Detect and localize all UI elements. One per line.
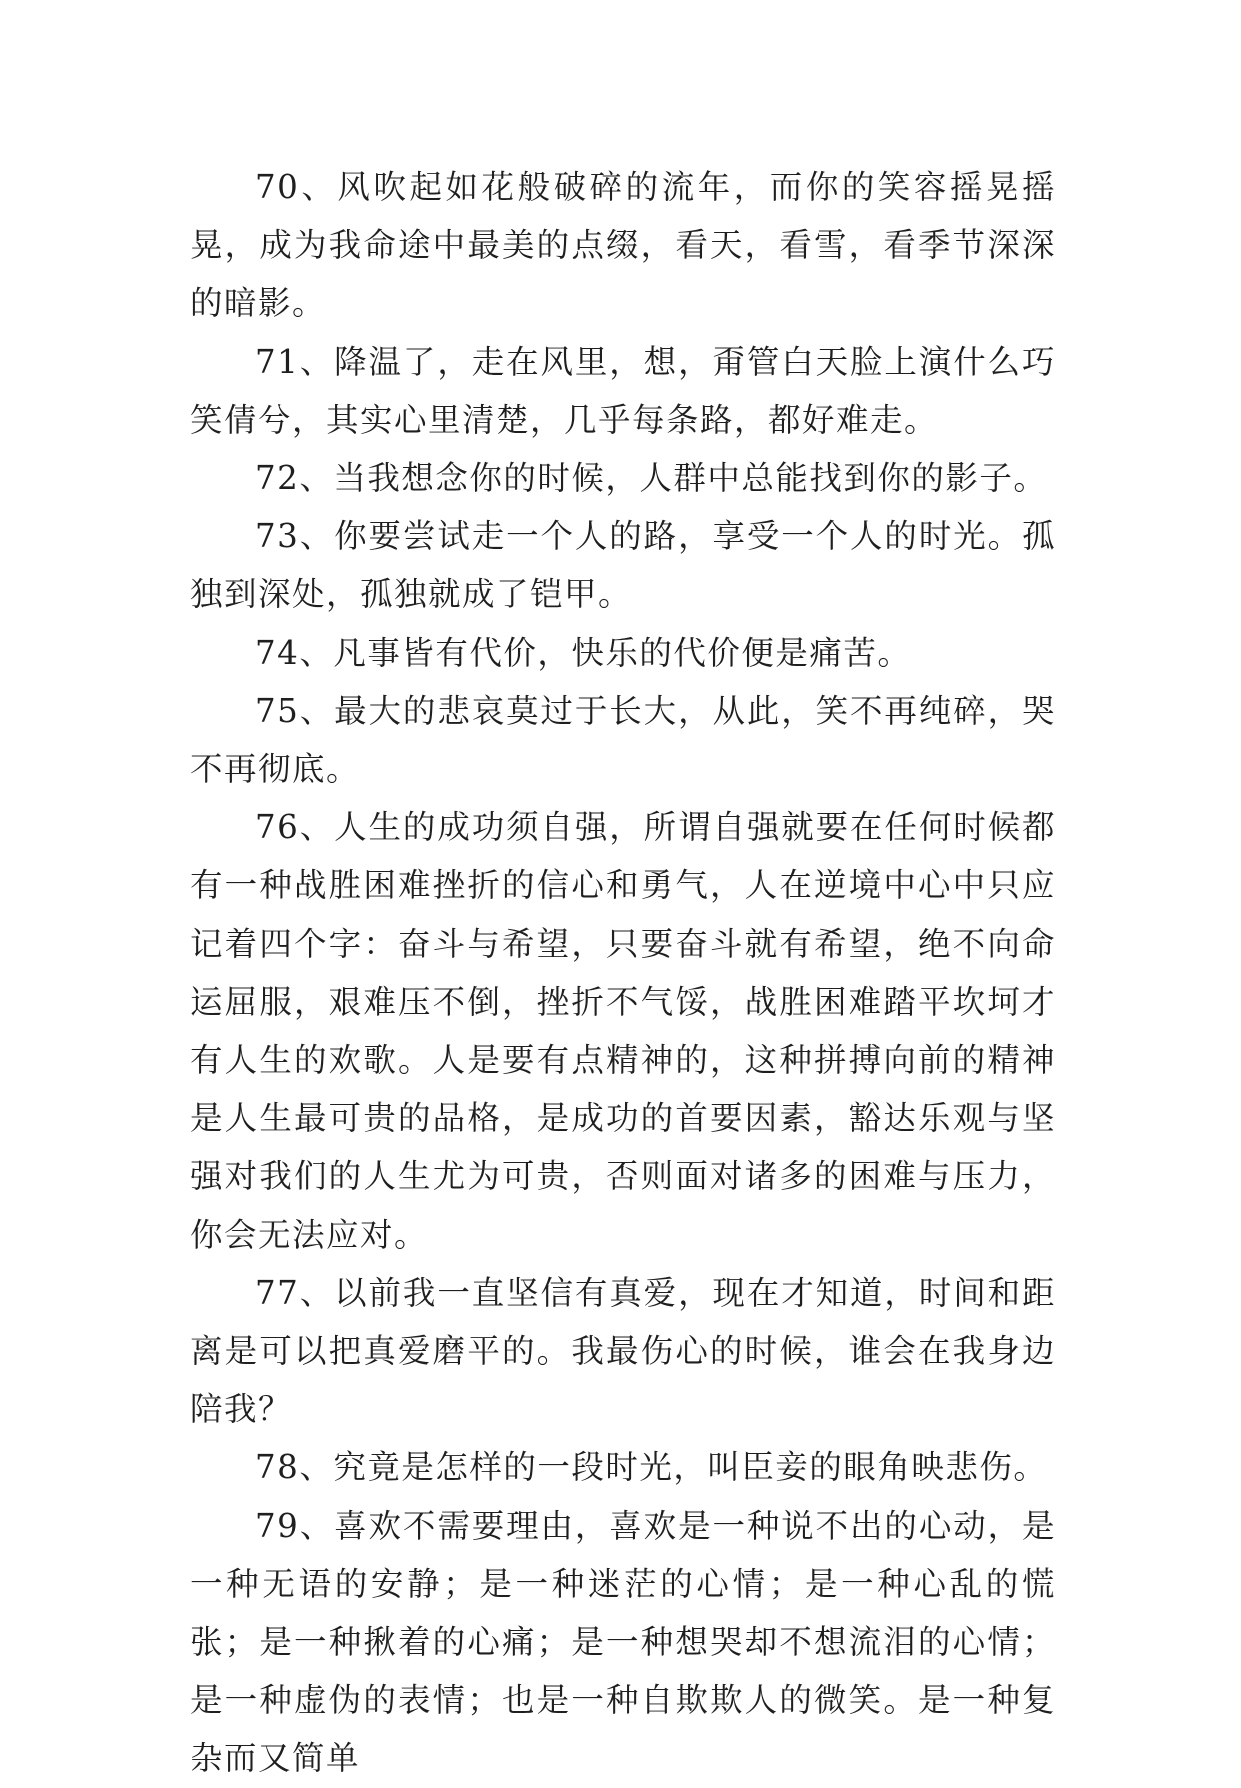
paragraph-75: 75、最大的悲哀莫过于长大，从此，笑不再纯碎，哭不再彻底。 xyxy=(190,691,1056,789)
paragraph-74: 74、凡事皆有代价，快乐的代价便是痛苦。 xyxy=(255,633,912,672)
document-body xyxy=(190,158,1056,1788)
paragraph-72: 72、当我想念你的时候，人群中总能找到你的影子。 xyxy=(255,459,1048,498)
paragraph-78: 78、究竟是怎样的一段时光，叫臣妾的眼角映悲伤。 xyxy=(255,1448,1048,1487)
paragraph-79: 79、喜欢不需要理由，喜欢是一种说不出的心动，是一种无语的安静；是一种迷茫的心情；是一种心乱的慌张；是一种揪着的心痛；是一种想哭却不想流泪的心情；是一种虚伪的表情；也是一种自欺欺人的微笑。是一种复杂而又简单 xyxy=(190,1506,1056,1778)
paragraph-70: 70、风吹起如花般破碎的流年，而你的笑容摇晃摇晃，成为我命途中最美的点缀，看天，看雪，看季节深深的暗影。 xyxy=(190,168,1056,323)
paragraph-77: 77、以前我一直坚信有真爱，现在才知道，时间和距离是可以把真爱磨平的。我最伤心的时候，谁会在我身边陪我？ xyxy=(190,1273,1056,1429)
paragraph-71: 71、降温了，走在风里，想，甭管白天脸上演什么巧笑倩兮，其实心里清楚，几乎每条路，都好难走。 xyxy=(190,342,1056,439)
paragraph-73: 73、你要尝试走一个人的路，享受一个人的时光。孤独到深处，孤独就成了铠甲。 xyxy=(190,517,1056,614)
paragraph-76: 76、人生的成功须自强，所谓自强就要在任何时候都有一种战胜困难挫折的信心和勇气，人在逆境中心中只应记着四个字：奋斗与希望，只要奋斗就有希望，绝不向命运屈服，艰难压不倒，挫折不气馁，战胜困难踏平坎坷才有人生的欢歌。人是要有点精神的，这种拼搏向前的精神是人生最可贵的品格，是成功的首要因素，豁达乐观与坚强对我们的人生尤为可贵，否则面对诸多的困难与压力，你会无法应对。 xyxy=(190,808,1056,1254)
